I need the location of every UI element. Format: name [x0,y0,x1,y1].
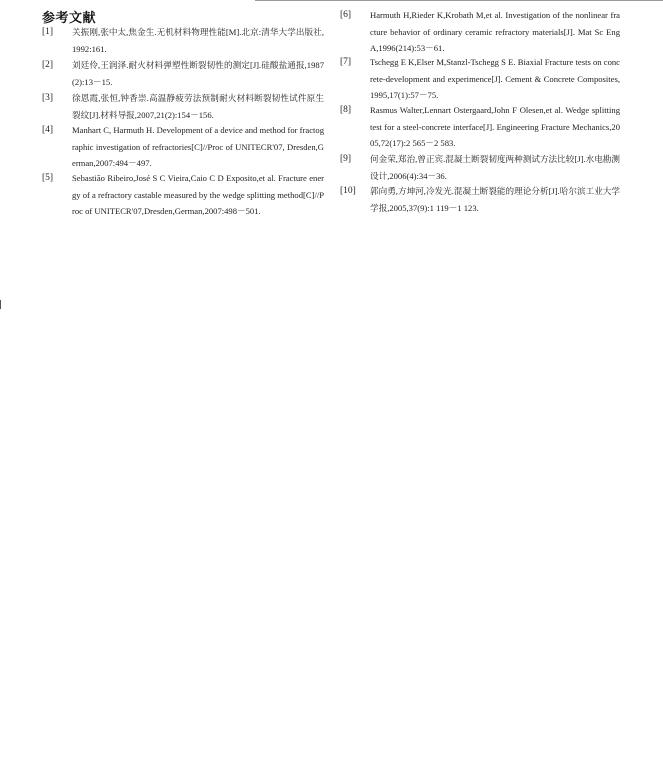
page-edge-mark [0,300,1,309]
reference-number: [2] [42,60,54,70]
reference-number: [9] [340,154,352,164]
reference-item [42,170,324,220]
reference-number: [10] [340,186,356,196]
reference-item [42,57,324,90]
reference-number: [8] [340,105,352,115]
reference-number: [1] [42,27,54,37]
reference-number: [5] [42,173,54,183]
reference-number: [4] [42,125,54,135]
top-rule [255,0,663,1]
reference-number: [7] [340,57,352,67]
reference-text: Harmuth H,Rieder K,Krobath M,et al. Investigation of the nonlinear fracture behavior of ordinary ceramic refractory materials[J]. Mat Sc Eng A,1996(214):53－61. [370,10,620,53]
reference-item [42,24,324,57]
reference-item [42,122,324,172]
reference-item [340,151,620,184]
reference-number: [6] [340,10,352,20]
reference-item [340,7,620,57]
references-heading: 参考文献 [42,11,97,26]
reference-text: 郭向勇,方坤河,冷发光.混凝土断裂能的理论分析[J].哈尔滨工业大学学报,2005,37(9):1 119－1 123. [370,186,620,213]
reference-text: Tschegg E K,Elser M,Stanzl-Tschegg S E. Biaxial Fracture tests on concrete-development and experimence[J]. Cement & Concrete Composites,1995,17(1):57－75. [370,57,620,100]
reference-text: Sebastião Ribeiro,José S C Vieira,Caio C D Exposito,et al. Fracture energy of a refractory castable measured by the wedge splitting method[C]//Proc of UNITECR'07,Dresden,German,2007:498－501. [72,173,325,216]
reference-number: [3] [42,93,54,103]
reference-text: Rasmus Walter,Lennart Ostergaard,John F Olesen,et al. Wedge splitting test for a steel-concrete interface[J]. Engineering Fracture Mechanics,2005,72(17):2 565－2 583. [370,105,620,148]
reference-text: Manhart C, Harmuth H. Development of a device and method for fractographic investigation of refractories[C]//Proc of UNITECR'07, Dresden,German,2007:494－497. [72,125,324,168]
reference-item [340,102,620,152]
reference-item [42,90,324,123]
reference-item [340,54,620,104]
reference-text: 关振刚,张中太,焦金生.无机材料物理性能[M].北京:清华大学出版社,1992:161. [72,27,324,54]
reference-item [340,183,620,216]
reference-text: 徐恩霞,张恒,钟香崇.高温静疲劳法预制耐火材料断裂韧性试件原生裂纹[J].材料导报,2007,21(2):154－156. [72,93,324,120]
reference-text: 何金荣,郑治,曾正宾.混凝土断裂韧度两种测试方法比较[J].水电勘测设计,2006(4):34－36. [370,154,620,181]
reference-text: 刘廷伶,王润泽.耐火材料弹塑性断裂韧性的测定[J].硅酸盐通报,1987(2):13－15. [72,60,324,87]
